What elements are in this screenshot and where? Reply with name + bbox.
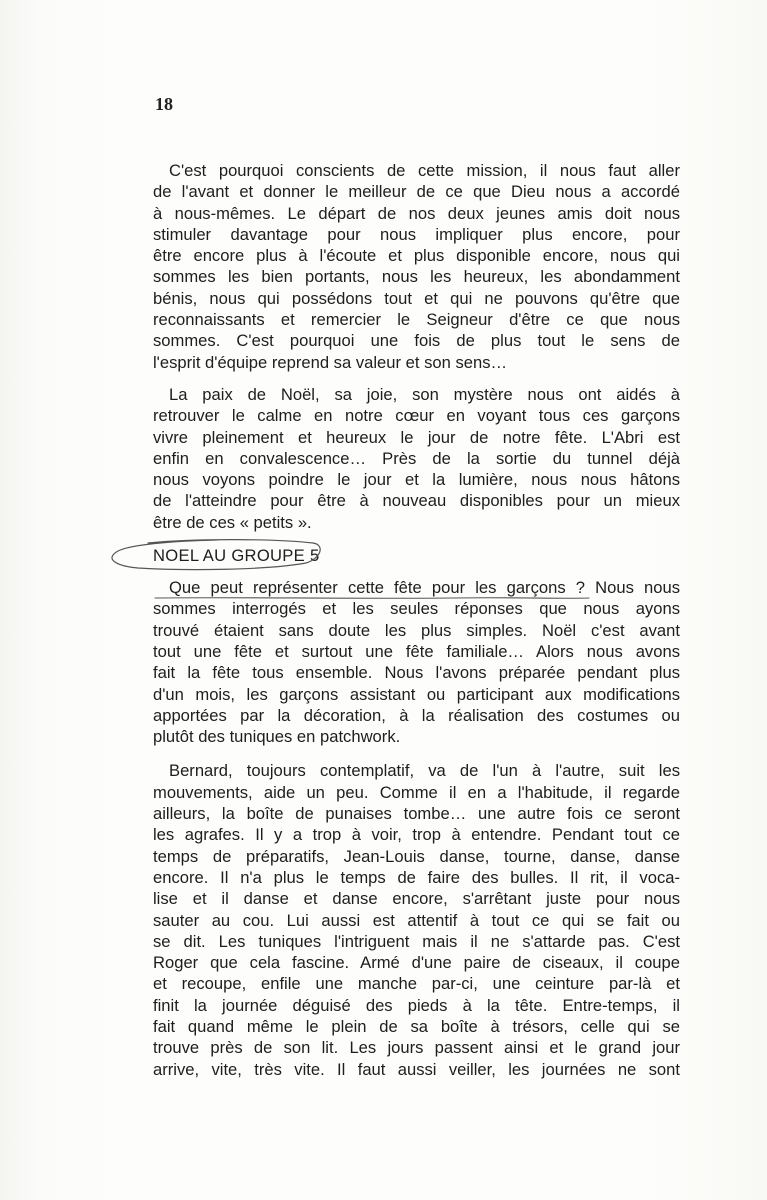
page-number: 18 [155,94,173,114]
text-line: temps de préparatifs, Jean-Louis danse, tourne, danse, danse [153,846,680,866]
text-line: sommes interrogés et les seules réponses que nous ayons [153,599,680,619]
text-line: trouve près de son lit. Les jours passent ainsi et le grand jour [153,1038,680,1058]
text-line: et recoupe, enfile une manche par-ci, une ceinture par-là et [153,974,680,994]
text-line: Que peut représenter cette fête pour les garçons ? Nous nous [169,578,680,598]
text-line: encore. Il n'a plus le temps de faire des bulles. Il rit, il voca- [153,867,680,887]
text-line: tout une fête et surtout une fête familiale… Alors nous avons [153,641,680,661]
text-line: lise et il danse et danse encore, s'arrêtant juste pour nous [153,889,680,909]
text-line: être de ces « petits ». [153,512,312,532]
paragraph-bernard [153,760,680,1079]
text-line: stimuler davantage pour nous impliquer plus encore, pour [153,224,680,244]
text-line: fait la fête tous ensemble. Nous l'avons préparée pendant plus [153,663,680,683]
text-line: vivre pleinement et heureux le jour de notre fête. L'Abri est [153,427,680,447]
section-heading [153,545,680,566]
text-line: de l'atteindre pour être à nouveau disponibles pour un mieux [153,491,680,511]
text-line: Bernard, toujours contemplatif, va de l'un à l'autre, suit les [169,761,680,781]
text-line: trouvé étaient sans doute les plus simples. Noël c'est avant [153,620,680,640]
text-line: mouvements, aide un peu. Comme il en a l'habitude, il regarde [153,782,680,802]
paragraph-mission [153,160,680,373]
text-line: enfin en convalescence… Près de la sortie du tunnel déjà [153,448,680,468]
text-line: sommes. C'est pourquoi une fois de plus tout le sens de [153,331,680,351]
paragraph-fete-question [153,577,680,747]
paragraph-noel-peace [153,384,680,533]
text-line: sauter au cou. Lui aussi est attentif à tout ce qui se fait ou [153,910,680,930]
text-line: La paix de Noël, sa joie, son mystère nous ont aidés à [169,384,680,404]
text-line: de l'avant et donner le meilleur de ce que Dieu nous a accordé [153,182,680,202]
text-line: reconnaissants et remercier le Seigneur d'être ce que nous [153,310,680,330]
text-line: à nous-mêmes. Le départ de nos deux jeunes amis doit nous [153,203,680,223]
text-line: finit la journée déguisé des pieds à la tête. Entre-temps, il [153,995,680,1015]
text-line: retrouver le calme en notre cœur en voyant tous ces garçons [153,406,680,426]
text-line: fait quand même le plein de sa boîte à trésors, celle qui se [153,1016,680,1036]
text-line: plutôt des tuniques en patchwork. [153,727,401,747]
text-line: sommes les bien portants, nous les heureux, les abondamment [153,267,680,287]
text-line: d'un mois, les garçons assistant ou participant aux modifications [153,684,680,704]
text-line: l'esprit d'équipe reprend sa valeur et son sens… [153,352,508,372]
text-line: Roger que cela fascine. Armé d'une paire de ciseaux, il coupe [153,953,680,973]
text-line: les agrafes. Il y a trop à voir, trop à entendre. Pendant tout ce [153,825,680,845]
text-line: se dit. Les tuniques l'intriguent mais il ne s'attarde pas. C'est [153,931,680,951]
text-line: C'est pourquoi conscients de cette mission, il nous faut aller [169,161,680,180]
text-line: arrive, vite, très vite. Il faut aussi veiller, les journées ne sont [153,1059,680,1079]
text-column [153,160,680,1080]
text-line: apportées par la décoration, à la réalisation des costumes ou [153,705,680,725]
text-line: être encore plus à l'écoute et plus disponible encore, nous qui [153,246,680,266]
heading-text: NOEL AU GROUPE 5 [153,546,320,566]
text-line: bénis, nous qui possédons tout et qui ne pouvons qu'être que [153,288,680,308]
text-line: nous voyons poindre le jour et la lumière, nous nous hâtons [153,470,680,490]
text-line: ailleurs, la boîte de punaises tombe… une autre fois ce seront [153,804,680,824]
